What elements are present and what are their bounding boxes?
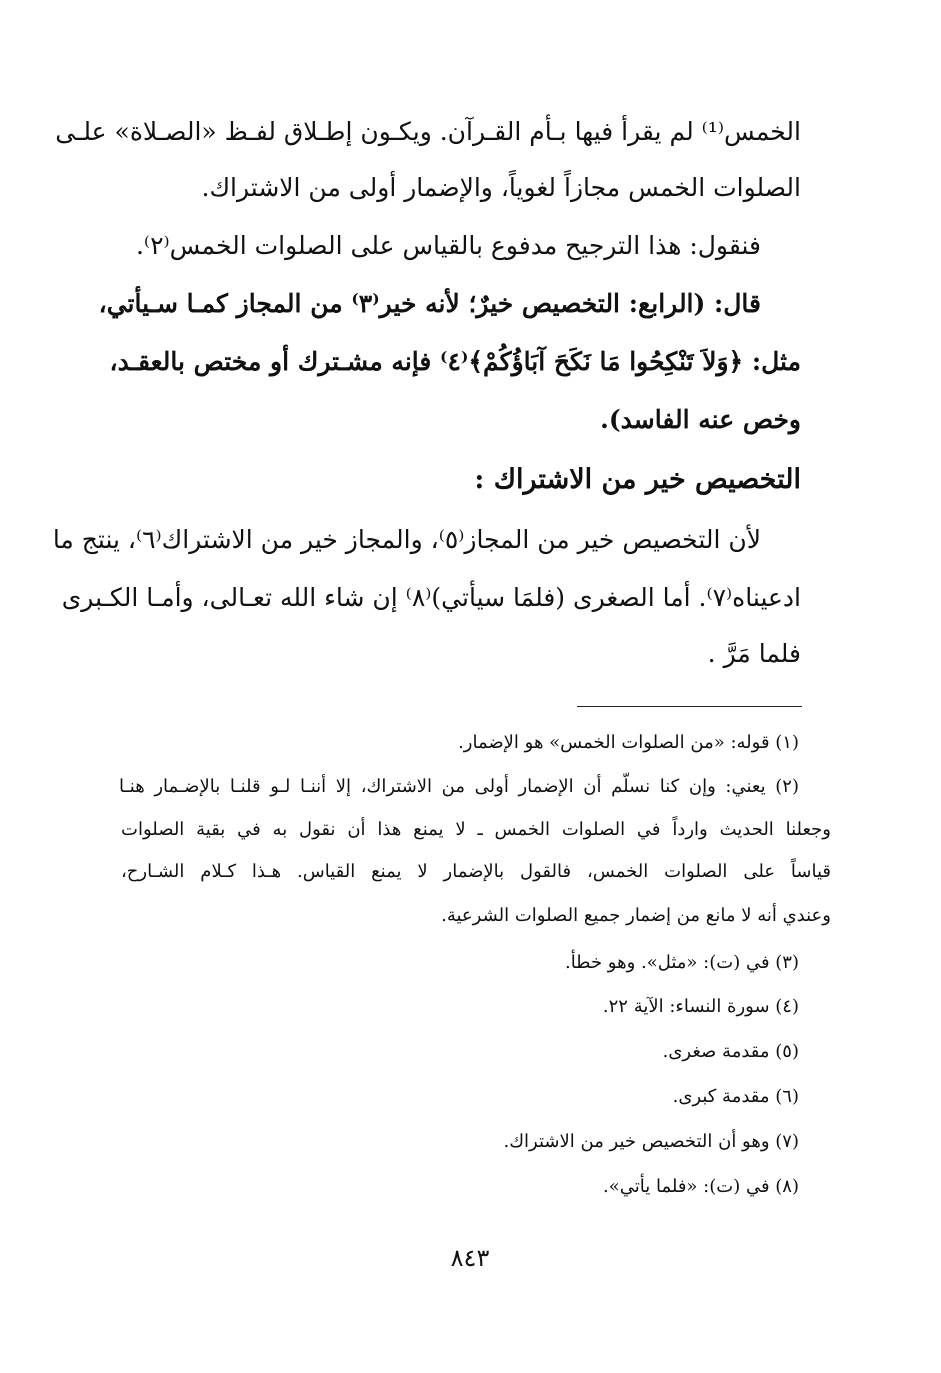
footnote-separator (577, 706, 802, 707)
footnote-7: (٧) وهو أن التخصيص خير من الاشتراك. (503, 1131, 799, 1152)
footnote-2-line-1: (٢) يعني: وإن كنا نسلّم أن الإضمار أولى من الاشتراك، إلا أننـا لـو قلنـا بالإضـمار هنـا (119, 776, 799, 797)
body-line-4: قال: (الرابع: التخصيص خيرٌ؛ لأنه خير⁽٣⁾ من المجاز كمـا سـيأتي، (98, 289, 761, 318)
body-line-8: ادعيناه⁽٧⁾. أما الصغرى (فلمَا سيأتي)⁽٨⁾ إن شاء الله تعـالى، وأمـا الكـبرى (61, 583, 801, 612)
footnote-2-line-2: وجعلنا الحديث وارداً في الصلوات الخمس ـ لا يمنع هذا أن نقول به في بقية الصلوات (121, 819, 831, 840)
footnote-8: (٨) في (ت): «فلما يأتي». (603, 1176, 799, 1197)
body-line-5: مثل: ﴿وَلاَ تَنْكِحُوا مَا نَكَحَ آبَاؤُكُمْ﴾⁽٤⁾ فإنه مشـترك أو مختص بالعقـد، (109, 347, 801, 376)
footnote-6: (٦) مقدمة كبرى. (672, 1086, 799, 1107)
body-line-3: فنقول: هذا الترجيح مدفوع بالقياس على الصلوات الخمس⁽٢⁾. (135, 231, 761, 260)
body-line-1: الخمس⁽¹⁾ لم يقرأ فيها بـأم القـرآن. ويكـون إطـلاق لفـظ «الصـلاة» علـى (55, 117, 801, 146)
footnote-3: (٣) في (ت): «مثل». وهو خطأ. (564, 952, 799, 973)
body-line-6: وخص عنه الفاسد). (600, 405, 801, 434)
body-line-2: الصلوات الخمس مجازاً لغوياً، والإضمار أولى من الاشتراك. (201, 173, 801, 202)
body-line-9: فلما مَرَّ . (707, 639, 801, 668)
section-heading: التخصيص خير من الاشتراك : (474, 464, 801, 495)
body-line-7: لأن التخصيص خير من المجاز⁽٥⁾، والمجاز خير من الاشتراك⁽٦⁾، ينتج ما (52, 525, 761, 554)
footnote-5: (٥) مقدمة صغرى. (662, 1041, 799, 1062)
footnote-2-line-4: وعندي أنه لا مانع من إضمار جميع الصلوات الشرعية. (441, 905, 831, 926)
footnote-4: (٤) سورة النساء: الآية ٢٢. (602, 996, 799, 1017)
page-number: ٨٤٣ (450, 1244, 490, 1272)
footnote-1: (١) قوله: «من الصلوات الخمس» هو الإضمار. (458, 732, 799, 753)
footnote-2-line-3: قياساً على الصلوات الخمس، فالقول بالإضمار لا يمنع القياس. هـذا كـلام الشـارح، (121, 861, 831, 882)
